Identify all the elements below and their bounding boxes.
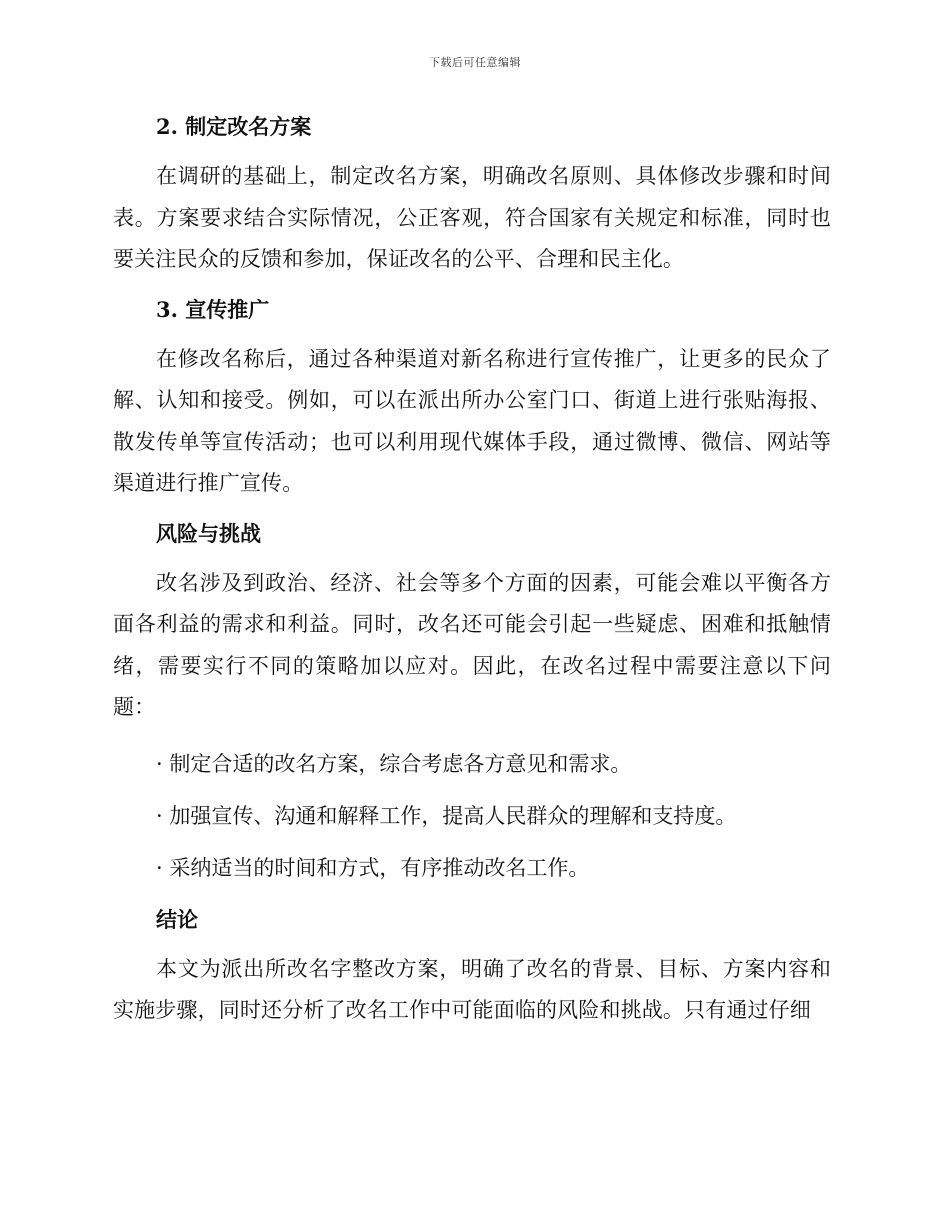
section-paragraph-conclusion: 本文为派出所改名字整改方案，明确了改名的背景、目标、方案内容和实施步骤，同时还分析了改名工作中可能面临的风险和挑战。只有通过仔细 — [113, 956, 831, 1022]
section-paragraph-risks: 改名涉及到政治、经济、社会等多个方面的因素，可能会难以平衡各方面各利益的需求和利益。同时，改名还可能会引起一些疑虑、困难和抵触情绪，需要实行不同的策略加以应对。因此，在改名过程中需要注意以下问题： — [113, 570, 831, 719]
section-paragraph-plan: 在调研的基础上，制定改名方案，明确改名原则、具体修改步骤和时间表。方案要求结合实际情况，公正客观，符合国家有关规定和标准，同时也要关注民众的反馈和参加，保证改名的公平、合理和民主化。 — [113, 164, 831, 271]
section-heading-conclusion: 结论 — [156, 906, 198, 932]
section-heading-risks: 风险与挑战 — [156, 520, 261, 546]
page-header-note: 下载后可任意编辑 — [429, 56, 521, 69]
list-item: · 加强宣传、沟通和解释工作，提高人民群众的理解和支持度。 — [156, 803, 737, 828]
section-heading-plan: 2. 制定改名方案 — [156, 114, 312, 139]
section-heading-promotion: 3. 宣传推广 — [156, 296, 270, 322]
document-body — [113, 110, 831, 1032]
list-item: · 采纳适当的时间和方式，有序推动改名工作。 — [156, 855, 590, 880]
section-paragraph-promotion: 在修改名称后，通过各种渠道对新名称进行宣传推广，让更多的民众了解、认知和接受。例如，可以在派出所办公室门口、街道上进行张贴海报、散发传单等宣传活动；也可以利用现代媒体手段，通过微博、微信、网站等渠道进行推广宣传。 — [113, 346, 831, 495]
list-item: · 制定合适的改名方案，综合考虑各方意见和需求。 — [156, 751, 632, 776]
